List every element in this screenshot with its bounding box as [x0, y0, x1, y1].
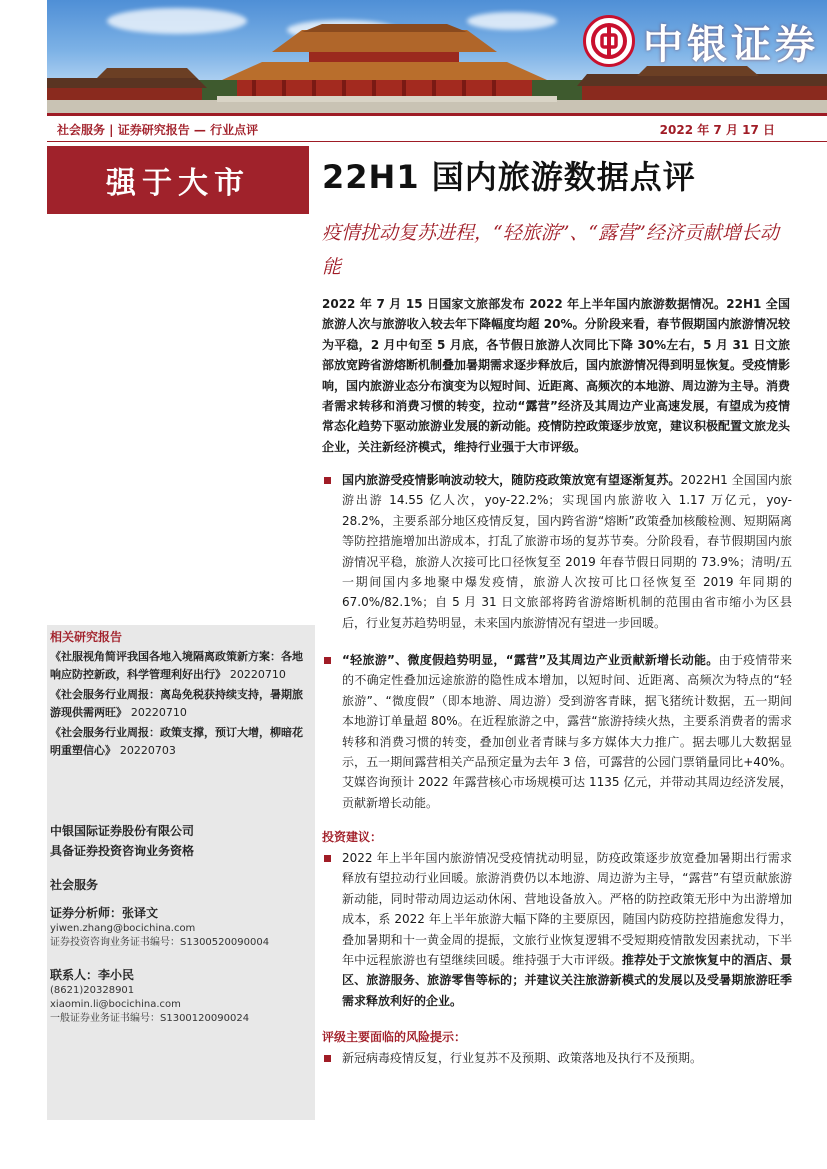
firm-info: [50, 821, 194, 861]
firm-name: 中银国际证券股份有限公司: [50, 824, 195, 838]
related-report-title: 《社会服务行业周报：政策支撑，预订大增，柳暗花明重塑信心》: [50, 726, 303, 757]
risk-heading: 评级主要面临的风险提示：: [322, 1030, 467, 1044]
report-date: 2022 年 7 月 17 日: [659, 123, 775, 137]
invest-point: [322, 848, 792, 1011]
related-report-title: 《社会服务行业周报：离岛免税获持续支持，暑期旅游现供需两旺》: [50, 688, 303, 719]
invest-text: 2022 年上半年国内旅游情况受疫情扰动明显，防疫政策逐步放宽叠加暑期出行需求释放有望拉动行业回暖。旅游消费仍以本地游、周边游为主导，“露营”有望贡献旅游新动能，同时带动周边运动休闲、营地设备放入。严格的防控政策无形中为出游增加成本，系 2022 年上半年旅游大幅下降的主要原因，随国内防疫防控措施愈发得力，叠加暑期和十一黄金周的提振，文旅行业恢复逻辑不受短期疫情散发因素扰动，下半年中远程旅游也有望继续回暖。维持强于大市评级。: [342, 851, 792, 968]
related-reports-list: [50, 648, 304, 762]
bullet-square-icon: [324, 657, 331, 664]
key-point-2: [322, 650, 792, 813]
related-report-date: 20220703: [119, 744, 176, 757]
bullet-square-icon: [324, 1055, 331, 1062]
header-divider: [47, 113, 827, 116]
analyst-cert: 证券投资咨询业务证书编号：S1300520090004: [50, 937, 270, 948]
analyst-block: [50, 904, 310, 950]
contact-phone: (8621)20328901: [50, 985, 135, 996]
contact-email[interactable]: xiaomin.li@bocichina.com: [50, 999, 181, 1010]
key-point-1-heading: 国内旅游受疫情影响波动较大，随防疫政策放宽有望逐渐复苏。: [342, 473, 681, 487]
risk-text: 新冠病毒疫情反复，行业复苏不及预期、政策落地及执行不及预期。: [342, 1051, 703, 1065]
page-subtitle: 疫情扰动复苏进程，“轻旅游”、“露营”经济贡献增长动能: [322, 222, 779, 278]
related-reports-heading: 相关研究报告: [50, 630, 123, 644]
related-report-item[interactable]: [50, 648, 304, 684]
boc-logo-icon: [583, 15, 635, 67]
analyst-email[interactable]: yiwen.zhang@bocichina.com: [50, 923, 196, 934]
breadcrumb: 社会服务 | 证券研究报告 — 行业点评: [57, 123, 259, 137]
invest-recommendation: 推荐处于文旅恢复中的酒店、景区、旅游服务、旅游零售等标的；并建议关注旅游新模式的发展以及受暑期旅游旺季需求释放利好的企业。: [342, 953, 792, 1008]
lead-paragraph: 2022 年 7 月 15 日国家文旅部发布 2022 年上半年国内旅游数据情况。22H1 全国旅游人次与旅游收入较去年下降幅度均超 20%。分阶段来看，春节假期国内旅游情况较为平稳，2 月中旬至 5 月底，各节假日旅游人次同比下降 30%左右，5 月 31 日文旅部放宽跨省游熔断机制叠加暑期需求逐步释放后，国内旅游情况得到明显恢复。受疫情影响，国内旅游业态分布演变为以短时间、近距离、高频次的本地游、周边游为主导。消费者需求转移和消费习惯的转变，拉动“露营”经济及其周边产业高速发展，有望成为疫情常态化趋势下驱动旅游业发展的新动能。疫情防控政策逐步放宽，建议积极配置文旅龙头企业，关注新经济模式，维持行业强于大市评级。: [322, 297, 791, 454]
related-report-title: 《社服视角简评我国各地入境隔离政策新方案：各地响应防控新政，科学管理利好出行》: [50, 650, 303, 681]
contact-name: 联系人：李小民: [50, 968, 135, 982]
risk-point: [322, 1048, 792, 1068]
bullet-square-icon: [324, 477, 331, 484]
brand-name: 中银证券: [643, 20, 819, 68]
firm-qualification: 具备证券投资咨询业务资格: [50, 844, 195, 858]
rating-label: 强于大市: [106, 166, 250, 201]
key-point-1-text: 2022H1 全国国内旅游出游 14.55 亿人次，yoy-22.2%；实现国内旅游收入 1.17 万亿元，yoy-28.2%，主要系部分地区疫情反复，国内跨省游“熔断”政策叠加核酸检测、短期隔离等防控措施增加出游成本，打乱了旅游市场的复苏节奏。分阶段看，春节假期国内旅游情况平稳，旅游人次接可比口径恢复至 2019 年春节假日同期的 73.9%；清明/五一期间国内多地聚中爆发疫情，旅游人次按可比口径恢复至 2019 年同期的 67.0%/82.1%；自 5 月 31 日文旅部将跨省游熔断机制的范围由省市缩小为区县后，行业复苏趋势明显，未来国内旅游情况有望进一步回暖。: [342, 473, 792, 630]
meta-divider: [47, 141, 827, 142]
page-title: 22H1 国内旅游数据点评: [322, 158, 696, 196]
invest-heading: 投资建议：: [322, 830, 383, 844]
rating-badge: [47, 146, 309, 214]
brand-logo: [583, 10, 819, 72]
key-point-1: [322, 470, 792, 633]
related-report-date: 20220710: [229, 668, 286, 681]
related-report-date: 20220710: [130, 706, 187, 719]
contact-cert: 一般证券业务证书编号：S1300120090024: [50, 1013, 250, 1024]
bullet-square-icon: [324, 855, 331, 862]
related-report-item[interactable]: [50, 724, 304, 760]
header-banner-image: [47, 0, 827, 113]
key-point-2-text: 由于疫情带来的不确定性叠加远途旅游的隐性成本增加，以短时间、近距离、高频次为特点的“轻旅游”、“微度假”（即本地游、周边游）受到游客青睐，据飞猪统计数据，五一期间本地游订单量超 80%。在近程旅游之中，露营“旅游持续火热，主要系消费者的需求转移和消费习惯的转变，叠加创业者青睐与多方媒体大力推广。据去哪儿大数据显示，五一期间露营相关产品预定量为去年 3 倍，可露营的公园门票销量同比+40%。艾媒咨询预计 2022 年露营核心市场规模可达 1135 亿元，并带动其周边经济发展，贡献新增长动能。: [342, 653, 792, 810]
related-report-item[interactable]: [50, 686, 304, 722]
key-point-2-heading: “轻旅游”、微度假趋势明显，“露营”及其周边产业贡献新增长动能。: [342, 653, 719, 667]
contact-block: [50, 966, 310, 1026]
sector-label: 社会服务: [50, 878, 99, 892]
analyst-name: 证券分析师：张译文: [50, 906, 159, 920]
